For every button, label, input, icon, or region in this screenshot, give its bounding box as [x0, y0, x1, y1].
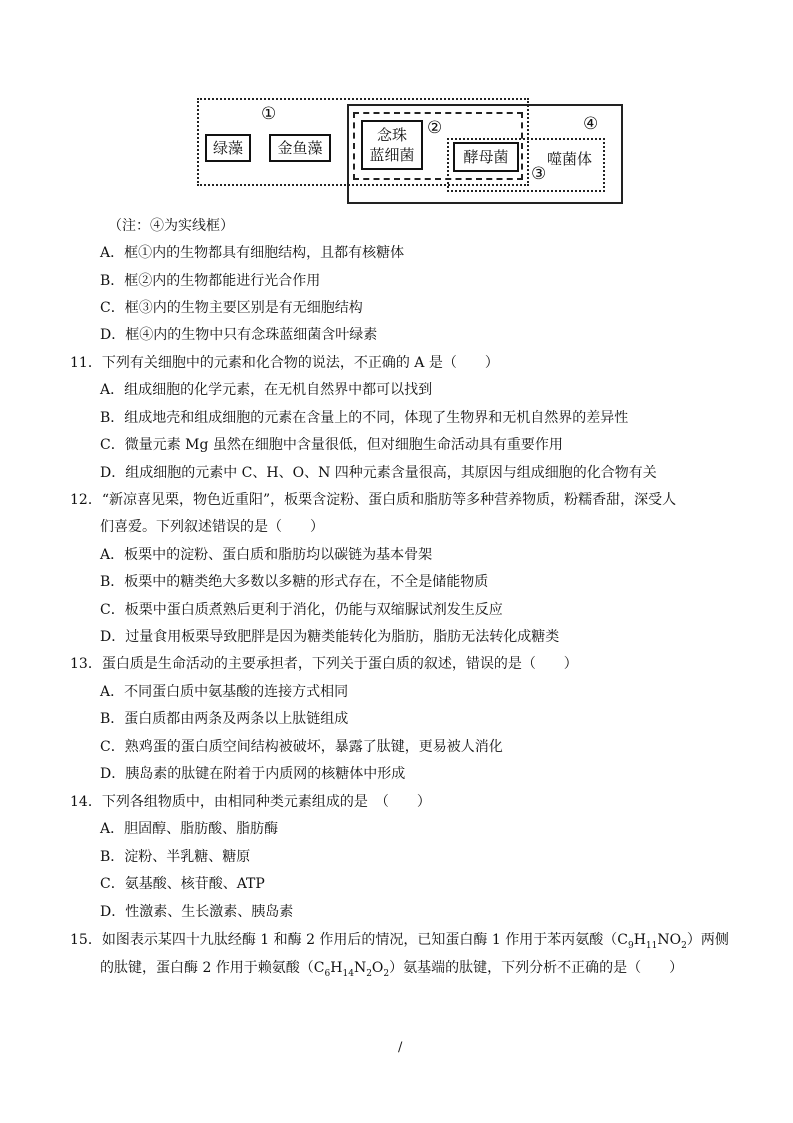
- q10-option-d: D．框④内的生物中只有念珠蓝细菌含叶绿素: [100, 327, 378, 343]
- q14-option-c: C．氨基酸、核苷酸、ATP: [100, 876, 265, 892]
- q13-option-c: C．熟鸡蛋的蛋白质空间结构被破坏，暴露了肽键，更易被人消化: [100, 739, 503, 755]
- q13-option-a: A．不同蛋白质中氨基酸的连接方式相同: [100, 684, 349, 700]
- q15-stem: 15．如图表示某四十九肽经酶 1 和酶 2 作用后的情况，已知蛋白酶 1 作用于苯丙氨酸$(C_9H_{11}NO_2)$两侧: [70, 932, 729, 951]
- q11-option-b: B．组成地壳和组成细胞的元素在含量上的不同，体现了生物界和无机自然界的差异性: [100, 410, 629, 426]
- q11-option-c: C．微量元素 Mg 虽然在细胞中含量很低，但对细胞生命活动具有重要作用: [100, 437, 563, 453]
- classification-diagram: [195, 96, 625, 208]
- q13-option-b: B．蛋白质都由两条及两条以上肽链组成: [100, 711, 349, 727]
- organism-jiaomujun: 酵母菌: [453, 142, 519, 172]
- q10-option-b: B．框②内的生物都能进行光合作用: [100, 273, 321, 289]
- q12-stem: 12．“新凉喜见栗，物色近重阳”，板栗含淀粉、蛋白质和脂肪等多种营养物质，粉糯香甜，深受人: [70, 492, 677, 508]
- diagram-note: （注：④为实线框）: [108, 218, 234, 234]
- q12-option-a: A．板栗中的淀粉、蛋白质和脂肪均以碳链为基本骨架: [100, 547, 433, 563]
- organism-nianzhu: 念珠 蓝细菌: [361, 120, 423, 170]
- q12-option-b: B．板栗中的糖类绝大多数以多糖的形式存在，不全是储能物质: [100, 574, 489, 590]
- organism-jinyuzao: 金鱼藻: [269, 134, 331, 162]
- q12-option-c: C．板栗中蛋白质煮熟后更利于消化，仍能与双缩脲试剂发生反应: [100, 602, 503, 618]
- q14-option-a: A．胆固醇、脂肪酸、脂肪酶: [100, 821, 279, 837]
- organism-lvzao: 绿藻: [205, 134, 251, 162]
- frame-3-label: ③: [531, 164, 547, 184]
- organism-shijunti: 噬菌体: [547, 150, 593, 168]
- frame-2-label: ②: [427, 118, 443, 138]
- q10-option-c: C．框③内的生物主要区别是有无细胞结构: [100, 300, 363, 316]
- q15-stem-cont: 的肽键，蛋白酶 2 作用于赖氨酸$(C_6H_{14}N_2O_2)$氨基端的肽键，下列分析不正确的是（ ）: [100, 960, 684, 979]
- q12-option-d: D．过量食用板栗导致肥胖是因为糖类能转化为脂肪，脂肪无法转化成糖类: [100, 629, 560, 645]
- q14-option-d: D．性激素、生长激素、胰岛素: [100, 904, 294, 920]
- q14-option-b: B．淀粉、半乳糖、糖原: [100, 849, 251, 865]
- q10-option-a: A．框①内的生物都具有细胞结构，且都有核糖体: [100, 245, 405, 261]
- q11-stem: 11．下列有关细胞中的元素和化合物的说法，不正确的 A 是（ ）: [70, 355, 499, 371]
- q13-stem: 13．蛋白质是生命活动的主要承担者，下列关于蛋白质的叙述，错误的是（ ）: [70, 656, 578, 672]
- q12-stem-cont: 们喜爱。下列叙述错误的是（ ）: [100, 519, 324, 535]
- q13-option-d: D．胰岛素的肽键在附着于内质网的核糖体中形成: [100, 766, 406, 782]
- page-footer-mark: /: [398, 1040, 403, 1055]
- q14-stem: 14．下列各组物质中，由相同种类元素组成的是 （ ）: [70, 794, 431, 810]
- q11-option-a: A．组成细胞的化学元素，在无机自然界中都可以找到: [100, 382, 433, 398]
- frame-1-label: ①: [261, 104, 277, 124]
- frame-4-label: ④: [583, 114, 599, 134]
- q11-option-d: D．组成细胞的元素中 C、H、O、N 四种元素含量很高，其原因与组成细胞的化合物有关: [100, 465, 657, 481]
